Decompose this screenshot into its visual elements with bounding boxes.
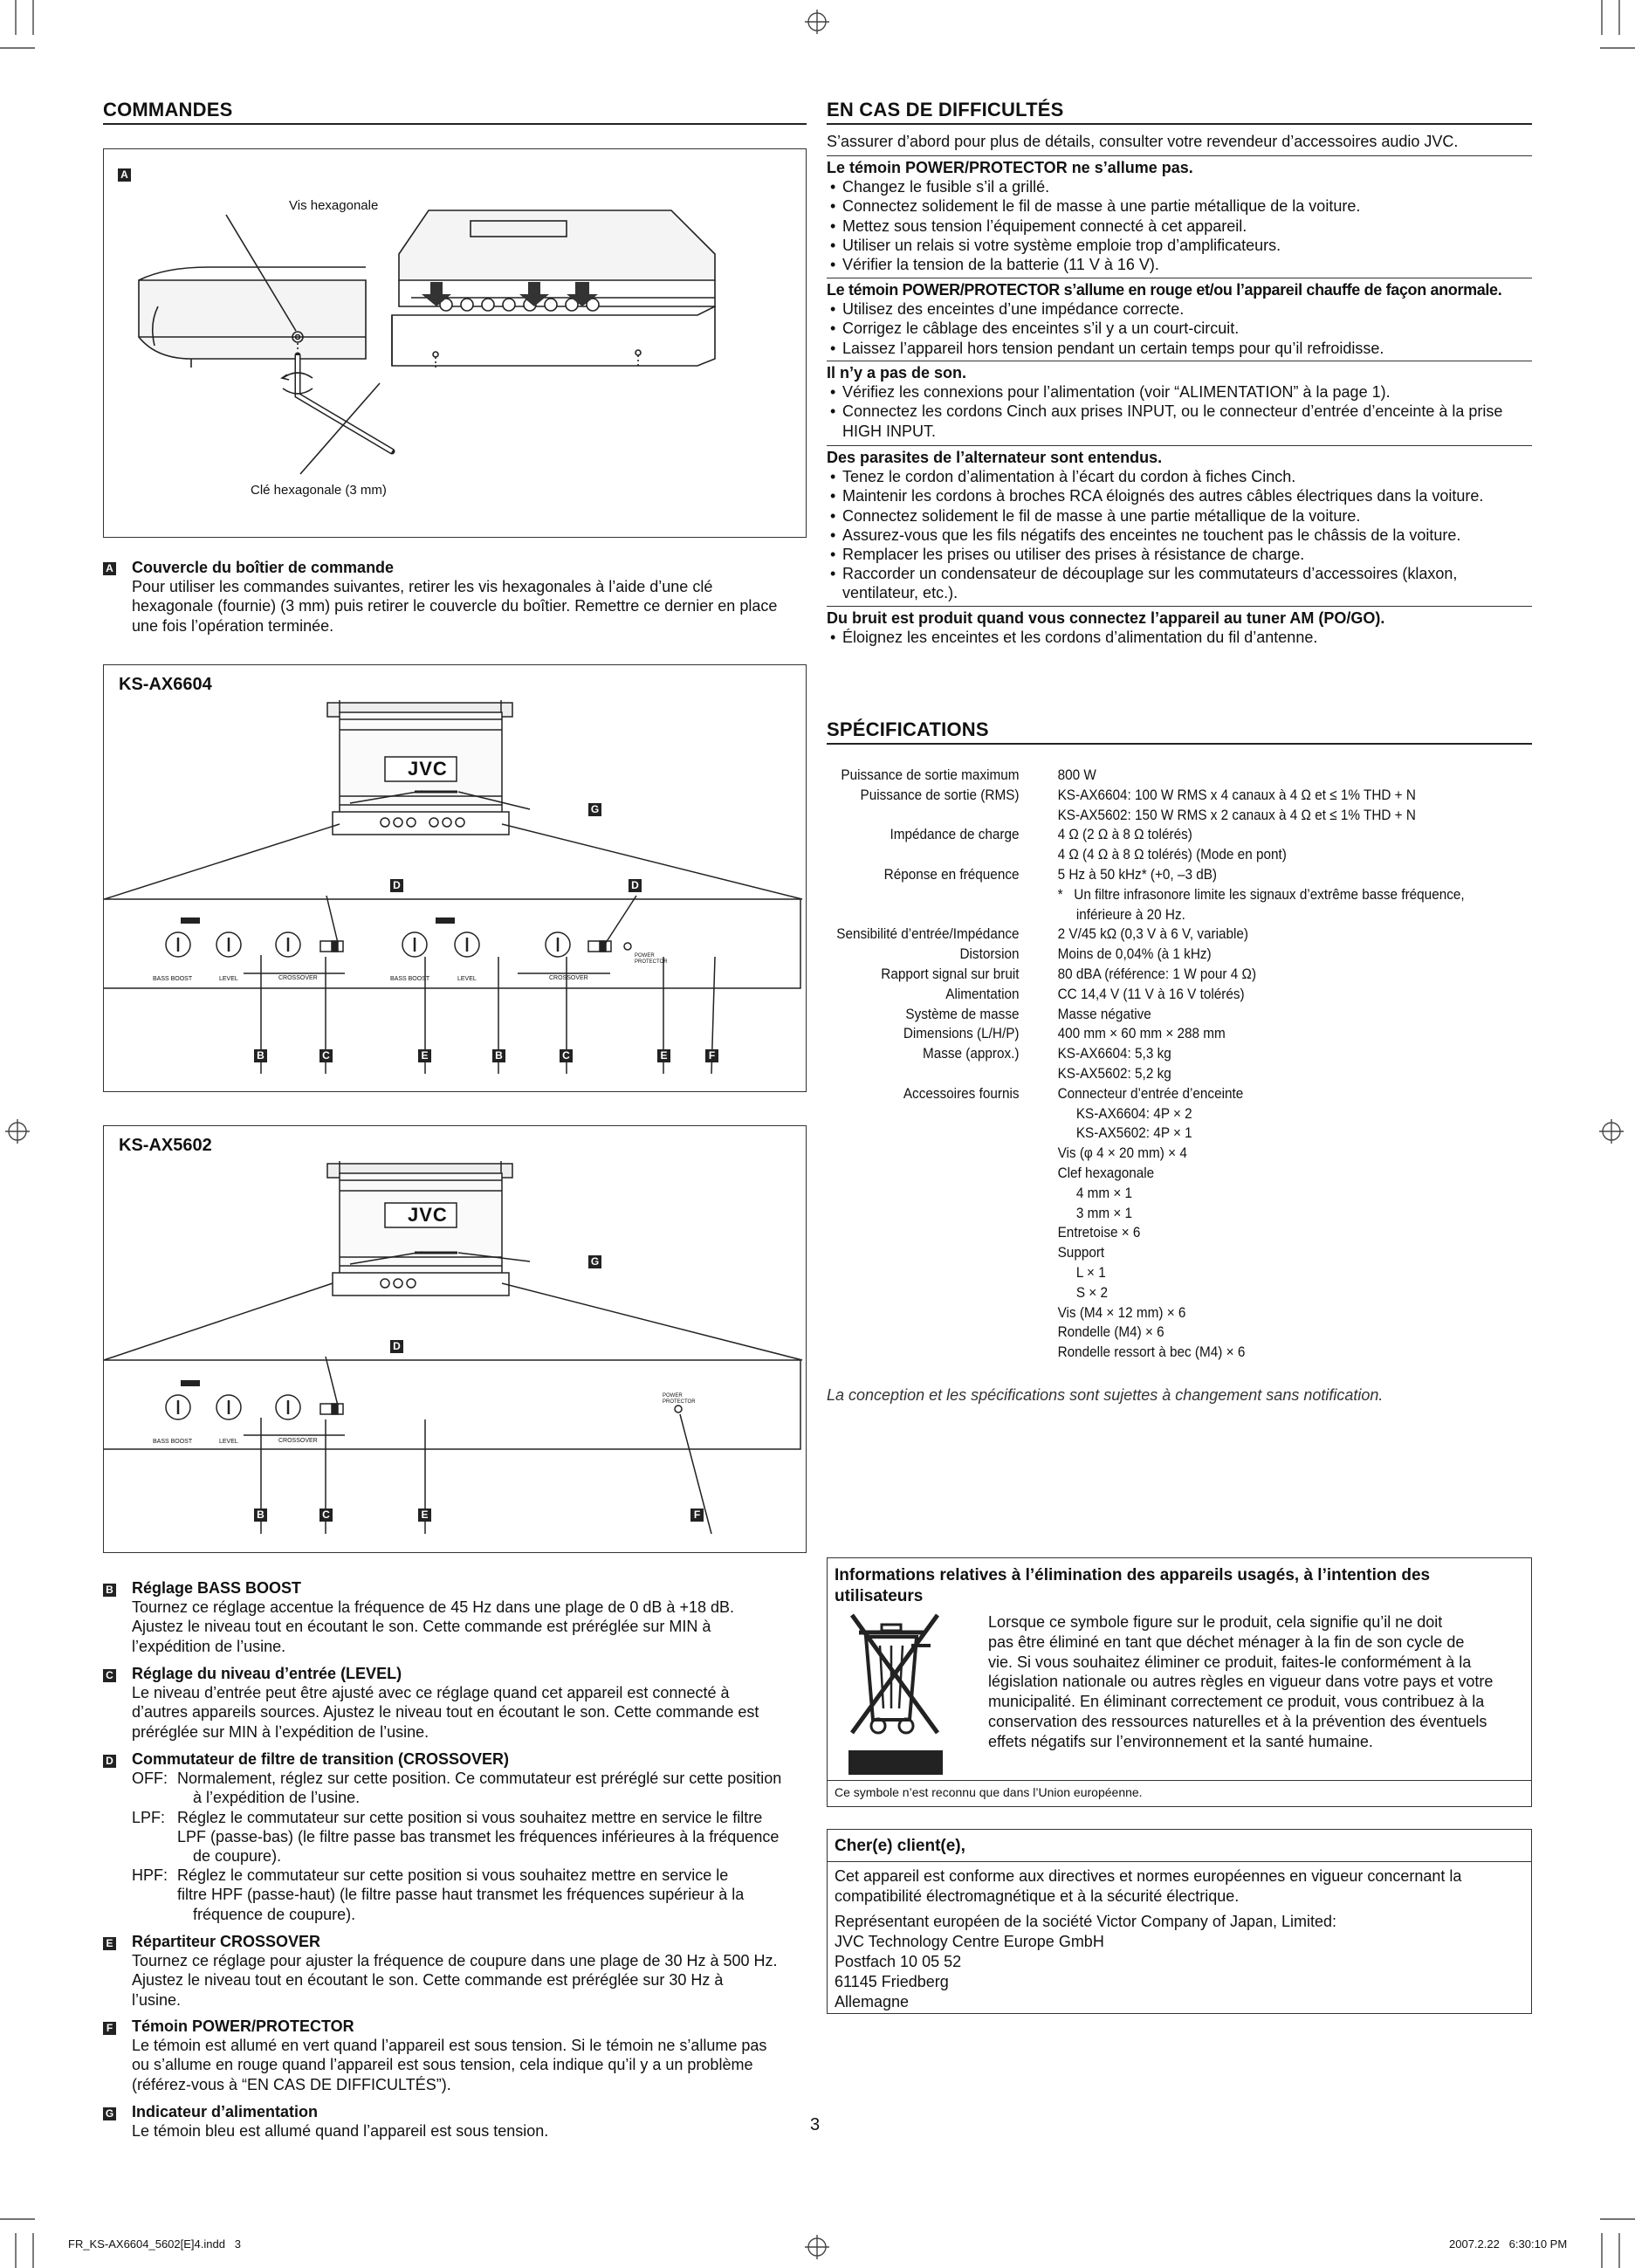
- spec-value: Masse négative: [1057, 1005, 1151, 1022]
- problem-title: Il n’y a pas de son.: [827, 364, 967, 381]
- problem-item: • Tenez le cordon d’alimentation à l’écart du cordon à fiches Cinch.: [827, 467, 1532, 486]
- mode-line: filtre HPF (passe-haut) (le filtre passe haut transmet les fréquences supérieur à la: [177, 1886, 745, 1904]
- mode-hpf: [132, 1866, 821, 1924]
- spec-key: Réponse en fréquence: [883, 866, 1020, 883]
- callout-g: G: [588, 1255, 601, 1268]
- troubleshooting-intro: S’assurer d’abord pour plus de détails, consulter votre revendeur d’accessoires audio JVC.: [827, 133, 1459, 150]
- problem-item: • Raccorder un condensateur de découplage sur les commutateurs d’accessoires (klaxon, ventilateur, etc.).: [827, 564, 1532, 602]
- crossover-label: CROSSOVER: [278, 1438, 318, 1444]
- problem-4: [827, 448, 1532, 603]
- spec-value: 2 V/45 kΩ (0,3 V à 6 V, variable): [1057, 925, 1249, 943]
- spec-value: KS-AX6604: 5,3 kg: [1057, 1045, 1171, 1062]
- cover-removal-illustration: [104, 149, 807, 539]
- spec-value: L × 1: [1057, 1264, 1106, 1281]
- weee-divider: [828, 1780, 1531, 1781]
- figure-ks-ax5602: [103, 1125, 807, 1553]
- figure-a: [103, 148, 807, 538]
- hex-screw-label: Vis hexagonale: [289, 198, 379, 213]
- spec-value: Moins de 0,04% (à 1 kHz): [1057, 945, 1212, 963]
- desc-d: [132, 1749, 821, 1924]
- callout-c: C: [319, 1049, 333, 1062]
- hex-key-label: Clé hexagonale (3 mm): [251, 483, 387, 498]
- page-number: 3: [810, 2115, 821, 2134]
- desc-d-label: D: [103, 1755, 116, 1768]
- desc-line: Le témoin est allumé en vert quand l’appareil est sous tension. Si le témoin ne s’allume pas: [132, 2037, 767, 2055]
- client-line: Cet appareil est conforme aux directives et normes européennes en vigueur concernant la: [835, 1867, 1462, 1885]
- footer-filename: FR_KS-AX6604_5602[E]4.indd 3: [68, 2237, 242, 2251]
- spec-key: Système de masse: [905, 1005, 1020, 1022]
- specifications-table: [827, 766, 1465, 1377]
- callout-c: C: [319, 1509, 333, 1522]
- spec-value: 4 Ω (4 Ω à 8 Ω tolérés) (Mode en pont): [1057, 846, 1287, 863]
- weee-title-line: utilisateurs: [835, 1587, 924, 1605]
- problem-title: Le témoin POWER/PROTECTOR ne s’allume pas.: [827, 159, 1193, 176]
- footer-timestamp: 2007.2.22 6:30:10 PM: [1449, 2237, 1568, 2251]
- problem-item: • Mettez sous tension l’équipement connecté à cet appareil.: [827, 216, 1532, 236]
- divider: [827, 606, 1532, 607]
- spec-value: KS-AX5602: 5,2 kg: [1057, 1065, 1171, 1082]
- client-para-1: [835, 1866, 1524, 1907]
- desc-line: (référez-vous à “EN CAS DE DIFFICULTÉS”).: [132, 2075, 451, 2093]
- problem-item: • Corrigez le câblage des enceintes s’il y a un court-circuit.: [827, 319, 1532, 338]
- client-line: Représentant européen de la société Victor Company of Japan, Limited:: [835, 1913, 1337, 1930]
- divider: [827, 445, 1532, 446]
- callout-b: B: [254, 1049, 267, 1062]
- spec-value: 3 mm × 1: [1057, 1204, 1133, 1221]
- bass-boost-label: BASS BOOST: [153, 1439, 193, 1445]
- jvc-logo: JVC: [408, 1204, 448, 1226]
- desc-b: [132, 1578, 821, 1656]
- spec-value: Clef hexagonale: [1057, 1165, 1155, 1181]
- problem-item: • Connectez solidement le fil de masse à une partie métallique de la voiture.: [827, 196, 1532, 216]
- spec-value: Vis (M4 × 12 mm) × 6: [1057, 1303, 1186, 1321]
- commandes-title: COMMANDES: [103, 99, 233, 120]
- mode-line: à l’expédition de l’usine.: [193, 1789, 361, 1807]
- desc-line: l’expédition de l’usine.: [132, 1637, 286, 1655]
- spec-key: Rapport signal sur bruit: [881, 966, 1020, 982]
- spec-value: 4 Ω (2 Ω à 8 Ω tolérés): [1057, 826, 1192, 843]
- weee-title-line: Informations relatives à l’élimination des appareils usagés, à l’intention des: [835, 1566, 1431, 1584]
- problem-item: • Vérifiez les connexions pour l’alimentation (voir “ALIMENTATION” à la page 1).: [827, 382, 1532, 402]
- callout-c: C: [560, 1049, 573, 1062]
- spec-value: KS-AX5602: 150 W RMS x 2 canaux à 4 Ω et ≤ 1% THD + N: [1057, 806, 1416, 823]
- callout-d: D: [629, 879, 642, 892]
- problem-item: • Utiliser un relais si votre système emploie trop d’amplificateurs.: [827, 236, 1532, 255]
- model-title: KS-AX5602: [119, 1136, 212, 1155]
- figure-ks-ax6604: [103, 664, 807, 1092]
- spec-value: S × 2: [1057, 1283, 1109, 1301]
- desc-b-label: B: [103, 1584, 116, 1597]
- spec-value: 400 mm × 60 mm × 288 mm: [1057, 1025, 1226, 1042]
- mode-key: HPF:: [132, 1866, 168, 1885]
- a-item-line: une fois l’opération terminée.: [132, 616, 334, 635]
- client-line: JVC Technology Centre Europe GmbH: [835, 1933, 1104, 1950]
- a-item-label: A: [103, 562, 116, 575]
- mode-line: Normalement, réglez sur cette position. Ce commutateur est préréglé sur cette position: [177, 1770, 782, 1788]
- desc-title: Indicateur d’alimentation: [132, 2103, 319, 2120]
- weee-line: Lorsque ce symbole figure sur le produit, cela signifie qu’il ne doit: [988, 1613, 1443, 1631]
- problem-3: [827, 363, 1532, 441]
- ks-ax5602-panel-illustration: [104, 1126, 807, 1554]
- weee-line: pas être éliminé en tant que déchet ménager à la fin de son cycle de: [988, 1632, 1465, 1651]
- desc-line: l’usine.: [132, 1990, 182, 2009]
- a-item-title: Couvercle du boîtier de commande: [132, 559, 395, 576]
- level-label: LEVEL: [219, 1439, 238, 1445]
- problem-title: Le témoin POWER/PROTECTOR s’allume en rouge et/ou l’appareil chauffe de façon anormale.: [827, 281, 1502, 299]
- desc-line: Le niveau d’entrée peut être ajusté avec ce réglage quand cet appareil est connecté à: [132, 1684, 730, 1702]
- desc-c: [132, 1664, 821, 1742]
- desc-c-label: C: [103, 1669, 116, 1682]
- problem-title: Des parasites de l’alternateur sont entendus.: [827, 449, 1163, 466]
- callout-e: E: [657, 1049, 670, 1062]
- callout-d: D: [390, 1340, 403, 1353]
- spec-value: Entretoise × 6: [1057, 1224, 1141, 1241]
- spec-key: Accessoires fournis: [903, 1084, 1020, 1102]
- figure-a-label: A: [118, 168, 131, 182]
- problem-1: [827, 158, 1532, 274]
- spec-value: CC 14,4 V (11 V à 16 V tolérés): [1057, 985, 1245, 1002]
- spec-key: Impédance de charge: [890, 826, 1020, 843]
- client-para-2: [835, 1912, 1524, 2012]
- spec-value: Vis (φ 4 × 20 mm) × 4: [1057, 1144, 1187, 1162]
- weee-line: conservation des ressources naturelles et à la prévention des éventuels: [988, 1712, 1487, 1730]
- level-label: LEVEL: [457, 976, 477, 982]
- spec-value: 80 dBA (référence: 1 W pour 4 Ω): [1057, 966, 1257, 982]
- mode-line: Réglez le commutateur sur cette position si vous souhaitez mettre en service le: [177, 1866, 729, 1885]
- callout-g: G: [588, 803, 601, 816]
- model-title: KS-AX6604: [119, 675, 212, 694]
- problem-item: • Connectez les cordons Cinch aux prises INPUT, ou le connecteur d’entrée d’enceinte à la prise HIGH INPUT.: [827, 402, 1532, 440]
- client-line: 61145 Friedberg: [835, 1973, 949, 1990]
- desc-line: Tournez ce réglage accentue la fréquence de 45 Hz dans une plage de 0 dB à +18 dB.: [132, 1598, 734, 1617]
- client-line: Postfach 10 05 52: [835, 1953, 962, 1970]
- desc-title: Réglage du niveau d’entrée (LEVEL): [132, 1665, 402, 1682]
- client-title: Cher(e) client(e),: [835, 1837, 965, 1855]
- problem-2: [827, 280, 1532, 358]
- bass-boost-label: BASS BOOST: [153, 976, 193, 982]
- spec-value: KS-AX5602: 4P × 1: [1057, 1124, 1192, 1142]
- spec-key: Masse (approx.): [922, 1045, 1020, 1062]
- desc-e: [132, 1932, 821, 2010]
- a-item: [132, 558, 813, 636]
- spec-value: inférieure à 20 Hz.: [1057, 905, 1185, 923]
- desc-line: Tournez ce réglage pour ajuster la fréquence de coupure dans une plage de 30 Hz à 500 Hz.: [132, 1952, 778, 1970]
- weee-notice: [827, 1557, 1532, 1807]
- client-divider: [828, 1861, 1531, 1862]
- bass-boost-label: BASS BOOST: [390, 976, 430, 982]
- level-label: LEVEL: [219, 976, 238, 982]
- callout-b: B: [254, 1509, 267, 1522]
- desc-f: [132, 2017, 821, 2094]
- spec-value: Rondelle (M4) × 6: [1057, 1323, 1164, 1341]
- title-rule: [103, 123, 807, 125]
- spec-value: * Un filtre infrasonore limite les signaux d’extrême basse fréquence,: [1057, 885, 1465, 903]
- spec-key: Puissance de sortie (RMS): [860, 786, 1020, 803]
- spec-key: Alimentation: [945, 985, 1020, 1002]
- front-tag: FRONT: [175, 911, 194, 916]
- spec-value: 800 W: [1057, 766, 1096, 783]
- weee-line: législation nationale ou autres règles en vigueur dans votre pays et votre: [988, 1673, 1494, 1691]
- desc-title: Répartiteur CROSSOVER: [132, 1933, 321, 1950]
- client-line: Allemagne: [835, 1993, 910, 2010]
- spec-value: 5 Hz à 50 kHz* (+0, –3 dB): [1057, 866, 1218, 883]
- desc-line: ou s’allume en rouge quand l’appareil est sous tension, cela indique qu’il y a un problème: [132, 2056, 753, 2074]
- problem-title: Du bruit est produit quand vous connectez l’appareil au tuner AM (PO/GO).: [827, 609, 1385, 627]
- rear-tag: REAR: [432, 911, 448, 916]
- problem-item: • Remplacer les prises ou utiliser des prises à résistance de charge.: [827, 545, 1532, 564]
- client-notice: [827, 1829, 1532, 2014]
- weee-text: [988, 1612, 1521, 1752]
- desc-g-label: G: [103, 2107, 116, 2120]
- weee-line: municipalité. En éliminant correctement ce produit, vous contribuez à la: [988, 1693, 1485, 1711]
- desc-line: d’autres appareils sources. Ajustez le niveau tout en écoutant le son. Cette commande est: [132, 1703, 759, 1722]
- troubleshooting-title: EN CAS DE DIFFICULTÉS: [827, 99, 1064, 120]
- mode-line: fréquence de coupure).: [193, 1905, 356, 1923]
- a-item-line: Pour utiliser les commandes suivantes, retirer les vis hexagonales à l’aide d’une clé: [132, 578, 713, 596]
- a-item-line: hexagonale (fournie) (3 mm) puis retirer le couvercle du boîtier. Remettre ce dernier en place: [132, 597, 778, 615]
- spec-value: Support: [1057, 1244, 1105, 1261]
- title-rule: [827, 123, 1532, 125]
- mode-line: Réglez le commutateur sur cette position si vous souhaitez mettre en service le filtre: [177, 1808, 763, 1826]
- desc-g: [132, 2102, 821, 2141]
- weee-line: vie. Si vous souhaitez éliminer ce produit, faites-le conformément à la: [988, 1653, 1472, 1671]
- callout-d: D: [390, 879, 403, 892]
- desc-e-label: E: [103, 1937, 116, 1950]
- callout-e: E: [418, 1509, 431, 1522]
- callout-b: B: [492, 1049, 505, 1062]
- title-rule: [827, 743, 1532, 745]
- problem-item: • Connectez solidement le fil de masse à une partie métallique de la voiture.: [827, 506, 1532, 526]
- spec-value: 4 mm × 1: [1057, 1184, 1133, 1201]
- problem-item: • Assurez-vous que les fils négatifs des enceintes ne touchent pas le châssis de la voiture.: [827, 526, 1532, 545]
- specifications-title: SPÉCIFICATIONS: [827, 718, 989, 740]
- problem-item: • Vérifier la tension de la batterie (11 V à 16 V).: [827, 255, 1532, 274]
- desc-line: Ajustez le niveau tout en écoutant le son. Cette commande est préréglée sur MIN à: [132, 1618, 711, 1636]
- spec-value: Rondelle ressort à bec (M4) × 6: [1057, 1344, 1246, 1361]
- desc-title: Commutateur de filtre de transition (CROSSOVER): [132, 1750, 510, 1768]
- mode-line: de coupure).: [193, 1847, 282, 1866]
- spec-key: Dimensions (L/H/P): [903, 1025, 1020, 1042]
- problem-item: • Éloignez les enceintes et les cordons d’alimentation du fil d’antenne.: [827, 628, 1532, 647]
- crossover-label: CROSSOVER: [278, 975, 318, 981]
- problem-item: • Laissez l’appareil hors tension pendant un certain temps pour qu’il refroidisse.: [827, 339, 1532, 358]
- problem-item: • Utilisez des enceintes d’une impédance correcte.: [827, 299, 1532, 319]
- desc-line: Ajustez le niveau tout en écoutant le son. Cette commande est préréglée sur 30 Hz à: [132, 1971, 724, 1990]
- desc-title: Réglage BASS BOOST: [132, 1579, 302, 1597]
- spec-key: Sensibilité d’entrée/Impédance: [836, 925, 1020, 943]
- problem-item: • Changez le fusible s’il a grillé.: [827, 177, 1532, 196]
- desc-line: préréglée sur MIN à l’expédition de l’usine.: [132, 1722, 429, 1741]
- power-protector-label: POWER PROTECTOR: [635, 953, 668, 965]
- spec-value: KS-AX6604: 100 W RMS x 4 canaux à 4 Ω et ≤ 1% THD + N: [1057, 786, 1416, 803]
- spec-value: Connecteur d’entrée d’enceinte: [1057, 1084, 1244, 1102]
- weee-line: effets négatifs sur l’environnement et la santé humaine.: [988, 1732, 1373, 1750]
- spec-key: Distorsion: [959, 945, 1020, 963]
- desc-title: Témoin POWER/PROTECTOR: [132, 2017, 354, 2035]
- jvc-logo: JVC: [408, 758, 448, 780]
- client-line: compatibilité électromagnétique et à la sécurité électrique.: [835, 1887, 1240, 1905]
- weee-footnote: Ce symbole n’est reconnu que dans l’Union européenne.: [835, 1785, 1143, 1799]
- power-protector-label: POWER PROTECTOR: [663, 1393, 696, 1405]
- callout-f: F: [690, 1509, 704, 1522]
- ks-ax6604-panel-illustration: [104, 665, 807, 1093]
- front-tag: FRONT: [175, 1373, 194, 1378]
- divider: [827, 155, 1532, 156]
- mode-line: LPF (passe-bas) (le filtre passe bas transmet les fréquences inférieures à la fréquence: [177, 1827, 780, 1845]
- desc-f-label: F: [103, 2022, 116, 2035]
- crossover-label: CROSSOVER: [549, 975, 588, 981]
- callout-f: F: [705, 1049, 718, 1062]
- callout-e: E: [418, 1049, 431, 1062]
- problem-item: • Maintenir les cordons à broches RCA éloignés des autres câbles électriques dans la voiture.: [827, 486, 1532, 505]
- problem-5: [827, 608, 1532, 647]
- spec-key: Puissance de sortie maximum: [841, 766, 1020, 783]
- mode-lpf: [132, 1808, 821, 1866]
- spec-value: KS-AX6604: 4P × 2: [1057, 1104, 1192, 1122]
- spec-note: La conception et les spécifications sont sujettes à changement sans notification.: [827, 1386, 1384, 1404]
- mode-key: OFF:: [132, 1770, 168, 1788]
- desc-line: Le témoin bleu est allumé quand l’appareil est sous tension.: [132, 2122, 549, 2141]
- mode-off: [132, 1769, 821, 1807]
- mode-key: LPF:: [132, 1808, 166, 1826]
